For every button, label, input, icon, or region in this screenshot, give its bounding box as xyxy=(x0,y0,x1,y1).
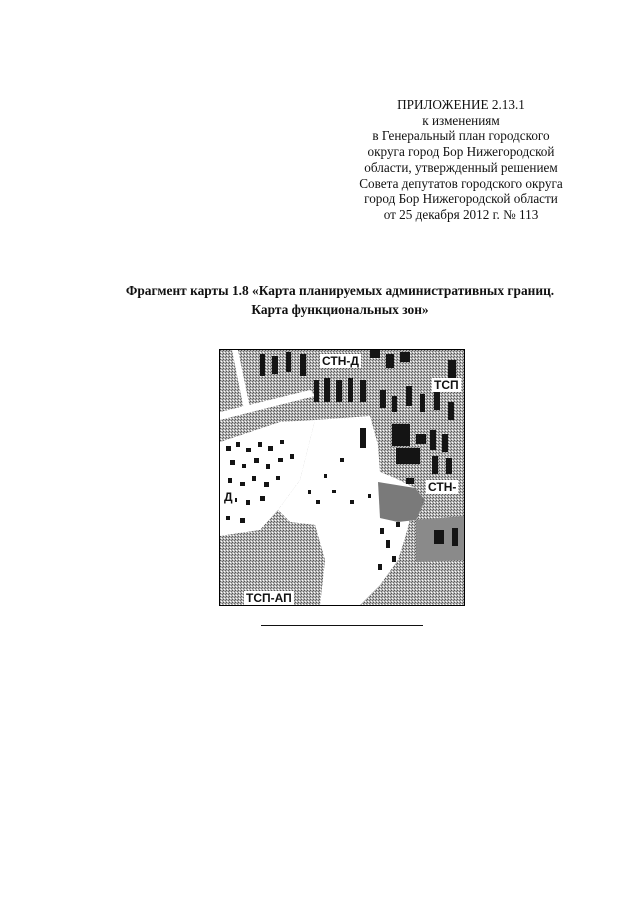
map-caption xyxy=(60,281,620,319)
appendix-line: Совета депутатов городского округа xyxy=(359,175,563,191)
map-label-d: Д xyxy=(224,490,233,504)
appendix-line: области, утвержденный решением xyxy=(364,159,558,175)
map-label-stn-d: СТН-Д xyxy=(322,354,359,368)
map-caption-line-1: Фрагмент карты 1.8 «Карта планируемых административных границ. xyxy=(125,283,555,298)
appendix-header xyxy=(330,97,592,223)
map-label-tsp: ТСП xyxy=(434,378,459,392)
appendix-line: округа город Бор Нижегородской xyxy=(367,144,555,160)
map-caption-line-2: Карта функциональных зон» xyxy=(251,302,429,317)
appendix-date: от 25 декабря 2012 г. № 113 xyxy=(383,206,539,222)
appendix-line: в Генеральный план городского xyxy=(372,128,550,144)
appendix-title: ПРИЛОЖЕНИЕ 2.13.1 xyxy=(397,97,525,112)
map-label-tsp-ap: ТСП-АП xyxy=(246,591,292,605)
map-image xyxy=(220,350,464,605)
separator-line xyxy=(261,625,423,626)
map-fragment xyxy=(219,349,465,606)
appendix-line: к изменениям xyxy=(422,112,500,128)
appendix-line: город Бор Нижегородской области xyxy=(364,191,558,207)
map-label-stn: СТН- xyxy=(428,480,457,494)
